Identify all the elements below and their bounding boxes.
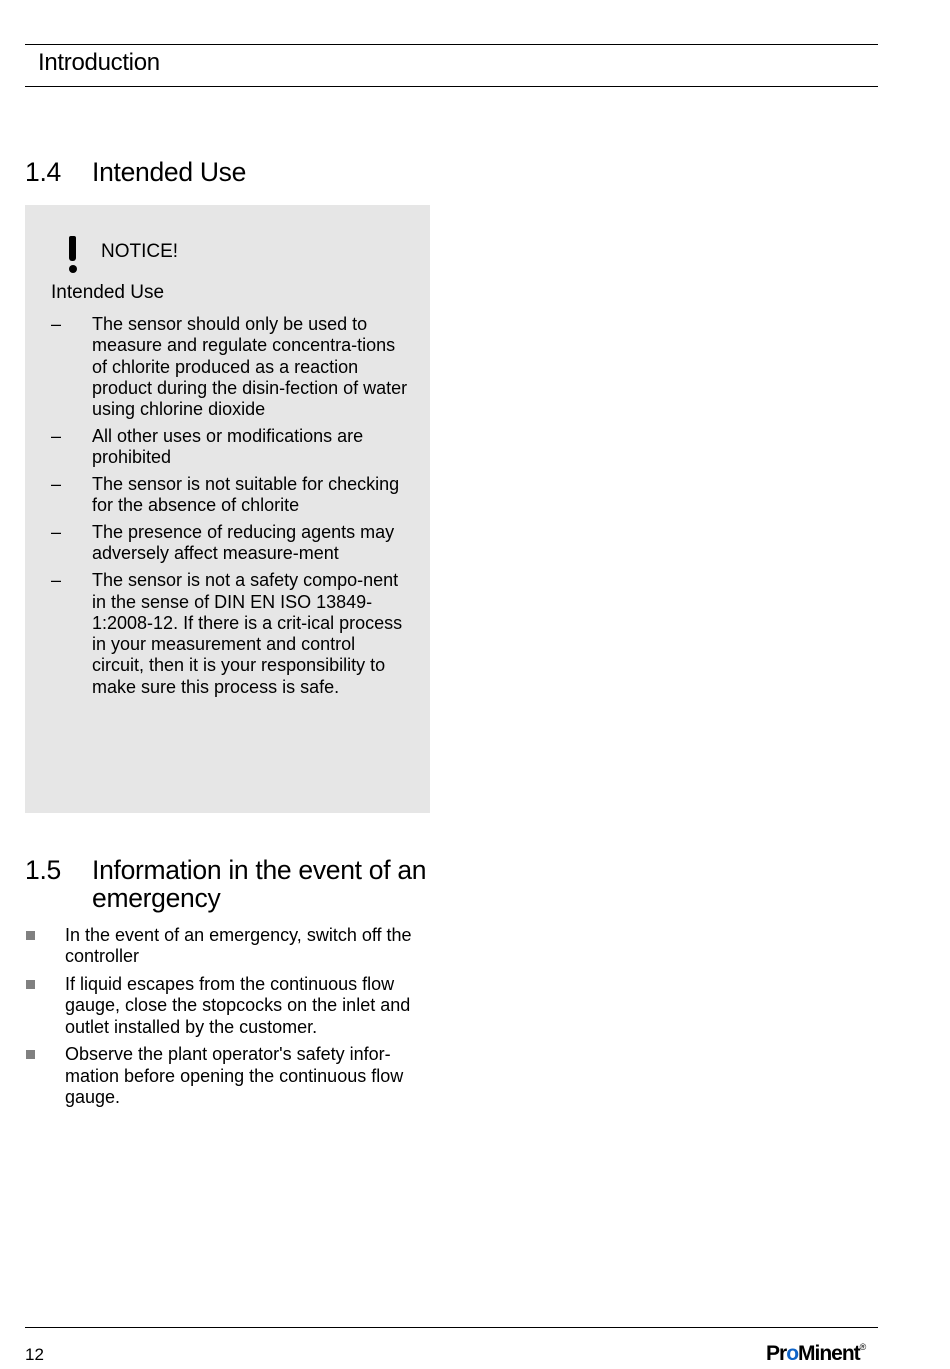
list-item: – The sensor is not suitable for checking for the absence of chlorite <box>51 474 400 516</box>
list-item <box>25 974 435 1038</box>
chapter-title: Introduction <box>38 49 160 76</box>
section-title: Information in the event of an emergency <box>92 855 427 913</box>
list-item-text: The sensor should only be used to measure and regulate concentra-tions of chlorite produced as a reaction product during the disin-fection of water using chlorine dioxide <box>92 314 408 420</box>
header-rule-top <box>25 44 878 45</box>
prominent-logo: ProMinent® <box>766 1342 867 1365</box>
section-number: 1.4 <box>25 157 61 187</box>
footer-rule <box>25 1327 878 1328</box>
emergency-list <box>25 925 435 1115</box>
list-item: – All other uses or modifications are prohibited <box>51 425 364 468</box>
list-item-text: If liquid escapes from the continuous flow gauge, close the stopcocks on the inlet and outlet installed by the customer. <box>65 974 411 1037</box>
notice-label: NOTICE! <box>101 241 179 262</box>
list-item-text: The presence of reducing agents may adversely affect measure-ment <box>92 522 395 564</box>
square-bullet-icon <box>26 931 35 940</box>
list-item <box>25 925 435 968</box>
list-item <box>25 1044 435 1108</box>
list-item-text: The sensor is not suitable for checking for the absence of chlorite <box>92 474 400 516</box>
list-item: – The sensor should only be used to measure and regulate concentra-tions of chlorite produced as a reaction product during the disin-fection of water using chlorine dioxide <box>51 314 408 420</box>
page-number: 12 <box>25 1345 44 1364</box>
list-item-text: Observe the plant operator's safety infor-mation before opening the continuous flow gauge. <box>65 1044 404 1108</box>
header-rule-bottom <box>25 86 878 87</box>
notice-subtitle: Intended Use <box>51 282 165 303</box>
list-item: – The sensor is not a safety compo-nent in the sense of DIN EN ISO 13849-1:2008-12. If there is a crit-ical process in your measurement and control circuit, then it is your responsibility to make sure this process is safe. <box>51 570 403 697</box>
list-item-text: In the event of an emergency, switch off the controller <box>65 925 412 967</box>
notice-list <box>51 314 411 704</box>
list-item: – The presence of reducing agents may adversely affect measure-ment <box>51 522 395 564</box>
list-item-text: The sensor is not a safety compo-nent in the sense of DIN EN ISO 13849-1:2008-12. If there is a crit-ical process in your measurement and control circuit, then it is your responsibility to make sure this process is safe. <box>92 570 403 697</box>
exclamation-icon <box>66 236 80 274</box>
section-title: Intended Use <box>92 157 247 187</box>
section-number: 1.5 <box>25 855 61 885</box>
list-item-text: All other uses or modifications are prohibited <box>92 425 364 468</box>
square-bullet-icon <box>26 980 35 989</box>
square-bullet-icon <box>26 1050 35 1059</box>
